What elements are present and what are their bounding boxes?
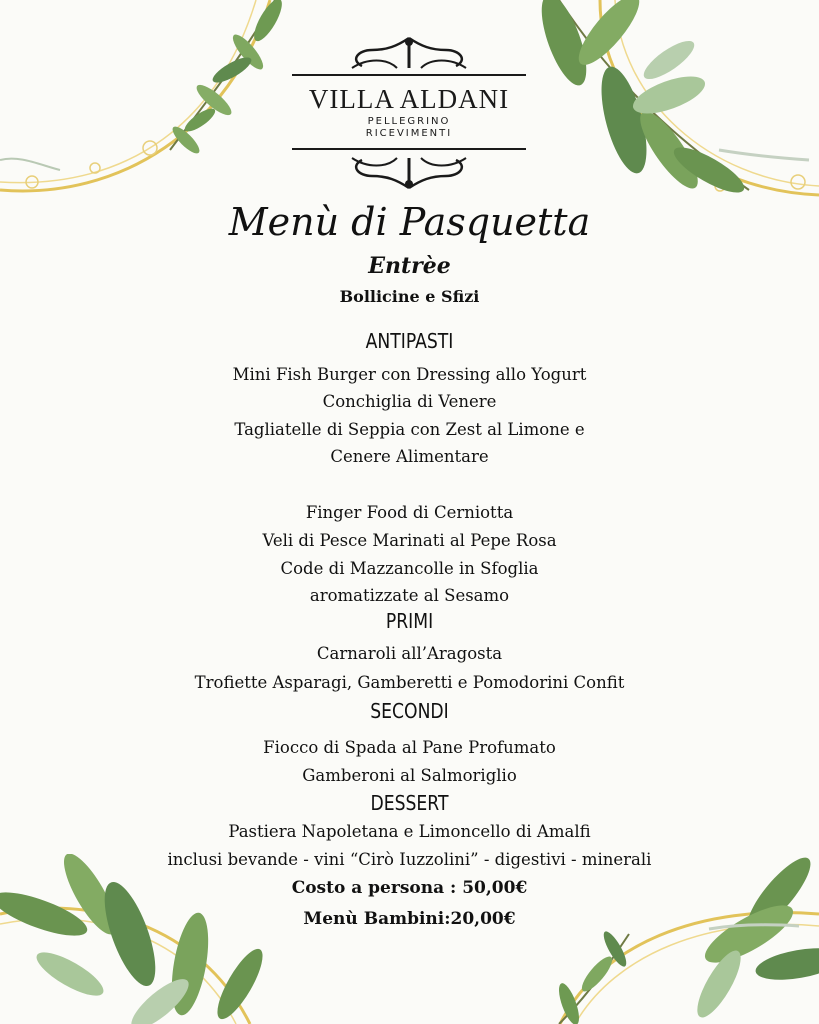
ornament-bottom-icon xyxy=(292,152,526,192)
primi-heading: PRIMI xyxy=(385,609,434,633)
leaf-branch-top-left xyxy=(0,0,300,200)
menu-title: Menù di Pasquetta xyxy=(228,200,591,244)
secondi-item: Gamberoni al Salmoriglio xyxy=(302,766,517,785)
primi-item: Trofiette Asparagi, Gamberetti e Pomodorini Confit xyxy=(194,673,625,692)
antipasti-item: Veli di Pesce Marinati al Pepe Rosa xyxy=(262,531,557,550)
price-per-person: Costo a persona : 50,00€ xyxy=(291,878,528,898)
logo-subtitle-2: RICEVIMENTI xyxy=(365,128,453,139)
logo-rule-bottom xyxy=(292,148,526,150)
antipasti-item: aromatizzate al Sesamo xyxy=(309,586,510,605)
antipasti-item: Tagliatelle di Seppia con Zest al Limone e xyxy=(234,420,585,439)
logo-rule-top xyxy=(292,74,526,76)
drinks-included-note: inclusi bevande - vini “Cirò Iuzzolini” - digestivi - minerali xyxy=(167,850,652,869)
primi-item: Carnaroli all’Aragosta xyxy=(316,644,503,663)
villa-aldani-logo xyxy=(292,34,526,194)
antipasti-item: Conchiglia di Venere xyxy=(322,392,497,411)
antipasti-item: Cenere Alimentare xyxy=(330,447,489,466)
entree-heading: Entrèe xyxy=(368,253,451,279)
antipasti-item: Finger Food di Cerniotta xyxy=(305,503,514,522)
secondi-heading: SECONDI xyxy=(370,699,449,723)
secondi-item: Fiocco di Spada al Pane Profumato xyxy=(263,738,556,757)
ornament-top-icon xyxy=(292,34,526,74)
kids-menu-price: Menù Bambini:20,00€ xyxy=(303,909,516,929)
dessert-item: Pastiera Napoletana e Limoncello di Amalfi xyxy=(228,822,591,841)
antipasti-item: Code di Mazzancolle in Sfoglia xyxy=(280,559,539,578)
antipasti-heading: ANTIPASTI xyxy=(365,329,454,353)
logo-subtitle-1: PELLEGRINO xyxy=(367,116,451,127)
dessert-heading: DESSERT xyxy=(370,791,449,815)
leaf-branch-top-right xyxy=(519,0,819,230)
logo-brand-name: VILLA ALDANI xyxy=(308,84,510,114)
entree-text: Bollicine e Sfizi xyxy=(339,287,480,306)
antipasti-item: Mini Fish Burger con Dressing allo Yogurt xyxy=(232,365,587,384)
